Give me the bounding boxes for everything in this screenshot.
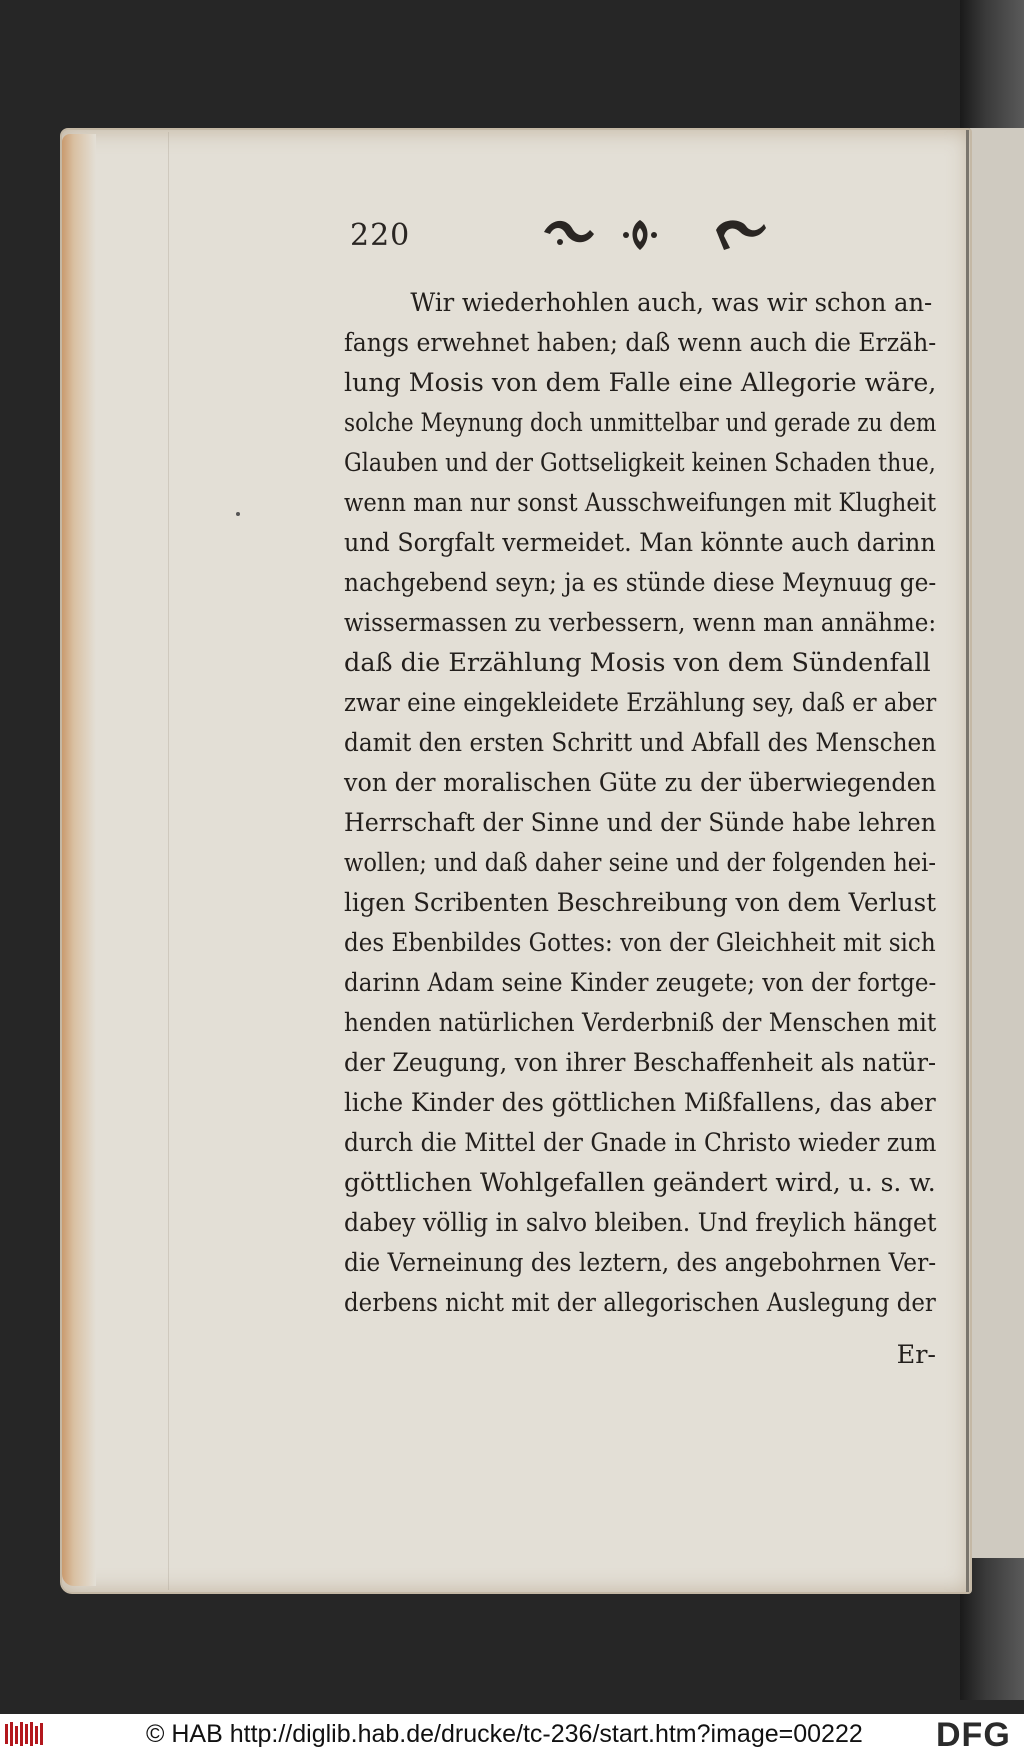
- text-line: henden natürlichen Verderbniß der Menschen mit: [344, 1008, 937, 1038]
- text-line: daß die Erzählung Mosis von dem Sündenfall: [344, 648, 931, 678]
- ink-speck: [236, 512, 240, 516]
- text-line: damit den ersten Schritt und Abfall des Menschen: [344, 728, 937, 758]
- footer-credit-link[interactable]: © HAB http://diglib.hab.de/drucke/tc-236/start.htm?image=00222: [146, 1720, 863, 1748]
- text-line: durch die Mittel der Gnade in Christo wieder zum: [344, 1128, 937, 1158]
- text-line: zwar eine eingekleidete Erzählung sey, daß er aber: [344, 688, 937, 718]
- text-line: lung Mosis von dem Falle eine Allegorie wäre,: [344, 368, 937, 398]
- text-line: Glauben und der Gottseligkeit keinen Schaden thue,: [344, 448, 936, 478]
- text-line: göttlichen Wohlgefallen geändert wird, u. s. w.: [344, 1168, 936, 1198]
- text-line: fangs erwehnet haben; daß wenn auch die Erzäh-: [344, 328, 937, 358]
- text-line: von der moralischen Güte zu der überwiegenden: [344, 768, 937, 798]
- page-edge-left: [62, 134, 96, 1586]
- body-text: [344, 283, 937, 1370]
- text-line: ligen Scribenten Beschreibung von dem Verlust: [344, 888, 937, 918]
- header-ornament-icon: [540, 212, 770, 258]
- text-line: Herrschaft der Sinne und der Sünde habe lehren: [344, 808, 937, 838]
- text-line: darinn Adam seine Kinder zeugete; von der fortge-: [344, 968, 937, 998]
- text-line: wissermassen zu verbessern, wenn man annähme:: [344, 608, 937, 638]
- catchword: Er-: [896, 1340, 936, 1370]
- text-line: derbens nicht mit der allegorischen Auslegung der: [344, 1288, 936, 1318]
- text-line: dabey völlig in salvo bleiben. Und freylich hänget: [344, 1208, 937, 1238]
- text-line: wollen; und daß daher seine und der folgenden hei-: [344, 848, 937, 878]
- text-line: der Zeugung, von ihrer Beschaffenheit als natür-: [344, 1048, 937, 1078]
- text-line: nachgebend seyn; ja es stünde diese Meynuug ge-: [344, 568, 937, 598]
- text-line: solche Meynung doch unmittelbar und gerade zu dem: [344, 408, 937, 438]
- text-line: des Ebenbildes Gottes: von der Gleichheit mit sich: [344, 928, 936, 958]
- adjacent-page-edge: [968, 128, 1024, 1558]
- footer-bar: [0, 1714, 1024, 1755]
- text-line: und Sorgfalt vermeidet. Man könnte auch darinn: [344, 528, 936, 558]
- library-logo-icon: [4, 1720, 44, 1748]
- page-gutter: [966, 130, 969, 1592]
- text-line: liche Kinder des göttlichen Mißfallens, das aber: [344, 1088, 936, 1118]
- page-fold-line: [168, 132, 169, 1590]
- text-line: Wir wiederhohlen auch, was wir schon an-: [410, 288, 933, 318]
- text-line: wenn man nur sonst Ausschweifungen mit Klugheit: [344, 488, 937, 518]
- page-number: 220: [350, 218, 411, 253]
- page-header: [350, 212, 770, 262]
- text-line: die Verneinung des leztern, des angebohrnen Ver-: [344, 1248, 937, 1278]
- dfg-logo: DFG: [936, 1716, 1011, 1754]
